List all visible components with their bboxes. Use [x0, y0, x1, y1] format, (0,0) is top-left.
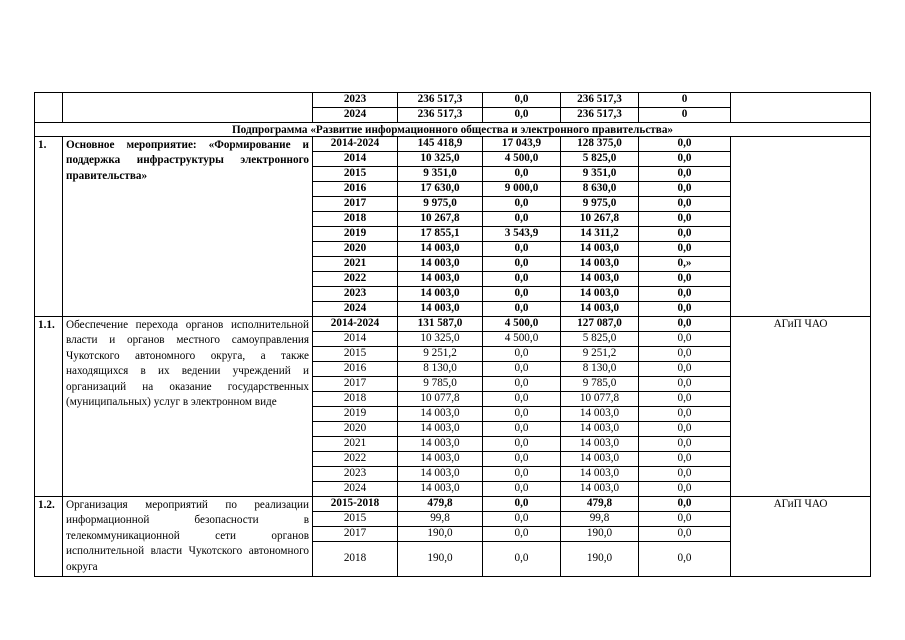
fed-budget-cell: 4 500,0 [483, 332, 561, 347]
fed-budget-cell: 3 543,9 [483, 227, 561, 242]
district-budget-cell: 236 517,3 [561, 93, 639, 108]
year-cell: 2024 [313, 302, 398, 317]
total-cell: 10 325,0 [398, 152, 483, 167]
year-cell: 2015 [313, 347, 398, 362]
district-budget-cell: 14 003,0 [561, 482, 639, 497]
district-budget-cell: 14 003,0 [561, 302, 639, 317]
other-cell: 0,0 [639, 332, 731, 347]
district-budget-cell: 9 785,0 [561, 377, 639, 392]
total-cell: 236 517,3 [398, 108, 483, 123]
fed-budget-cell: 0,0 [483, 167, 561, 182]
total-cell: 14 003,0 [398, 437, 483, 452]
executor-cell [731, 93, 871, 123]
district-budget-cell: 8 130,0 [561, 362, 639, 377]
other-cell: 0,0 [639, 422, 731, 437]
other-cell: 0,0 [639, 347, 731, 362]
other-cell: 0,0 [639, 527, 731, 542]
total-cell: 14 003,0 [398, 302, 483, 317]
year-cell: 2018 [313, 392, 398, 407]
district-budget-cell: 10 267,8 [561, 212, 639, 227]
other-cell: 0,0 [639, 437, 731, 452]
fed-budget-cell: 0,0 [483, 93, 561, 108]
event-name-cell [63, 93, 313, 123]
year-cell: 2024 [313, 482, 398, 497]
other-cell: 0,0 [639, 512, 731, 527]
event-name-cell [63, 497, 313, 577]
total-cell: 17 630,0 [398, 182, 483, 197]
total-cell: 145 418,9 [398, 137, 483, 152]
executor-cell: АГиП ЧАО [731, 497, 871, 577]
total-cell: 9 351,0 [398, 167, 483, 182]
total-cell: 190,0 [398, 527, 483, 542]
total-cell: 14 003,0 [398, 482, 483, 497]
year-cell: 2023 [313, 93, 398, 108]
total-cell: 9 785,0 [398, 377, 483, 392]
fed-budget-cell: 4 500,0 [483, 317, 561, 332]
fed-budget-cell: 0,0 [483, 542, 561, 577]
subprogram-title: Подпрограмма «Развитие информационного общества и электронного правительства» [35, 123, 871, 137]
district-budget-cell: 128 375,0 [561, 137, 639, 152]
year-cell: 2017 [313, 197, 398, 212]
year-cell: 2022 [313, 272, 398, 287]
fed-budget-cell: 0,0 [483, 108, 561, 123]
fed-budget-cell: 0,0 [483, 272, 561, 287]
district-budget-cell: 14 003,0 [561, 272, 639, 287]
district-budget-cell: 190,0 [561, 527, 639, 542]
fed-budget-cell: 0,0 [483, 497, 561, 512]
subprogram-row [35, 123, 871, 137]
document-page [34, 92, 871, 577]
other-cell: 0,0 [639, 197, 731, 212]
fed-budget-cell: 0,0 [483, 467, 561, 482]
district-budget-cell: 14 003,0 [561, 422, 639, 437]
total-cell: 10 077,8 [398, 392, 483, 407]
year-cell: 2017 [313, 527, 398, 542]
district-budget-cell: 14 003,0 [561, 452, 639, 467]
district-budget-cell: 5 825,0 [561, 332, 639, 347]
fed-budget-cell: 0,0 [483, 287, 561, 302]
year-cell: 2014 [313, 152, 398, 167]
total-cell: 8 130,0 [398, 362, 483, 377]
fed-budget-cell: 0,0 [483, 482, 561, 497]
other-cell: 0 [639, 93, 731, 108]
year-cell: 2014 [313, 332, 398, 347]
other-cell: 0,0 [639, 407, 731, 422]
year-cell: 2019 [313, 407, 398, 422]
fed-budget-cell: 0,0 [483, 407, 561, 422]
other-cell: 0,0 [639, 542, 731, 577]
event-name-text: Обеспечение перехода органов исполнительной власти и органов местного самоуправления Чукотского автономного округа, а также находящихся в их ведении учреждений и организаций на оказание государственных (муниципальных) услуг в электронном виде [66, 319, 309, 409]
other-cell: 0 [639, 108, 731, 123]
year-cell: 2022 [313, 452, 398, 467]
district-budget-cell: 14 311,2 [561, 227, 639, 242]
other-cell: 0,0 [639, 362, 731, 377]
fed-budget-cell: 17 043,9 [483, 137, 561, 152]
total-cell: 17 855,1 [398, 227, 483, 242]
fed-budget-cell: 0,0 [483, 362, 561, 377]
district-budget-cell: 5 825,0 [561, 152, 639, 167]
other-cell: 0,0 [639, 272, 731, 287]
other-cell: 0,0 [639, 167, 731, 182]
total-cell: 236 517,3 [398, 93, 483, 108]
row-number-cell [35, 93, 63, 123]
total-cell: 10 325,0 [398, 332, 483, 347]
year-cell: 2018 [313, 212, 398, 227]
fed-budget-cell: 9 000,0 [483, 182, 561, 197]
district-budget-cell: 99,8 [561, 512, 639, 527]
year-cell: 2021 [313, 257, 398, 272]
total-cell: 190,0 [398, 542, 483, 577]
year-cell: 2021 [313, 437, 398, 452]
district-budget-cell: 14 003,0 [561, 257, 639, 272]
executor-cell: АГиП ЧАО [731, 317, 871, 497]
year-cell: 2023 [313, 287, 398, 302]
total-cell: 131 587,0 [398, 317, 483, 332]
total-cell: 14 003,0 [398, 407, 483, 422]
year-cell: 2014-2024 [313, 137, 398, 152]
row-number-cell: 1.1. [35, 317, 63, 497]
year-cell: 2020 [313, 422, 398, 437]
district-budget-cell: 9 351,0 [561, 167, 639, 182]
fed-budget-cell: 0,0 [483, 437, 561, 452]
other-cell: 0,0 [639, 317, 731, 332]
table-row [35, 317, 871, 332]
year-cell: 2023 [313, 467, 398, 482]
fed-budget-cell: 0,0 [483, 347, 561, 362]
fed-budget-cell: 0,0 [483, 257, 561, 272]
other-cell: 0,0 [639, 302, 731, 317]
total-cell: 14 003,0 [398, 257, 483, 272]
other-cell: 0,0 [639, 137, 731, 152]
event-name-cell [63, 317, 313, 497]
other-cell: 0,0 [639, 152, 731, 167]
row-number-cell: 1.2. [35, 497, 63, 577]
total-cell: 14 003,0 [398, 452, 483, 467]
year-cell: 2020 [313, 242, 398, 257]
district-budget-cell: 14 003,0 [561, 437, 639, 452]
fed-budget-cell: 0,0 [483, 212, 561, 227]
other-cell: 0,0 [639, 242, 731, 257]
total-cell: 14 003,0 [398, 242, 483, 257]
district-budget-cell: 10 077,8 [561, 392, 639, 407]
event-name-cell [63, 137, 313, 317]
other-cell: 0,0 [639, 212, 731, 227]
year-cell: 2016 [313, 362, 398, 377]
executor-cell [731, 137, 871, 317]
year-cell: 2015 [313, 167, 398, 182]
district-budget-cell: 9 251,2 [561, 347, 639, 362]
other-cell: 0,0 [639, 392, 731, 407]
total-cell: 10 267,8 [398, 212, 483, 227]
year-cell: 2015-2018 [313, 497, 398, 512]
district-budget-cell: 236 517,3 [561, 108, 639, 123]
other-cell: 0,» [639, 257, 731, 272]
year-cell: 2014-2024 [313, 317, 398, 332]
district-budget-cell: 14 003,0 [561, 407, 639, 422]
other-cell: 0,0 [639, 227, 731, 242]
other-cell: 0,0 [639, 467, 731, 482]
fed-budget-cell: 0,0 [483, 302, 561, 317]
district-budget-cell: 127 087,0 [561, 317, 639, 332]
fed-budget-cell: 0,0 [483, 422, 561, 437]
other-cell: 0,0 [639, 452, 731, 467]
fed-budget-cell: 0,0 [483, 392, 561, 407]
other-cell: 0,0 [639, 182, 731, 197]
funding-table [34, 92, 871, 577]
total-cell: 479,8 [398, 497, 483, 512]
fed-budget-cell: 0,0 [483, 512, 561, 527]
fed-budget-cell: 4 500,0 [483, 152, 561, 167]
year-cell: 2015 [313, 512, 398, 527]
other-cell: 0,0 [639, 482, 731, 497]
district-budget-cell: 190,0 [561, 542, 639, 577]
total-cell: 14 003,0 [398, 272, 483, 287]
district-budget-cell: 8 630,0 [561, 182, 639, 197]
fed-budget-cell: 0,0 [483, 197, 561, 212]
fed-budget-cell: 0,0 [483, 452, 561, 467]
total-cell: 14 003,0 [398, 467, 483, 482]
other-cell: 0,0 [639, 377, 731, 392]
table-row [35, 93, 871, 108]
year-cell: 2018 [313, 542, 398, 577]
district-budget-cell: 9 975,0 [561, 197, 639, 212]
district-budget-cell: 14 003,0 [561, 467, 639, 482]
district-budget-cell: 14 003,0 [561, 242, 639, 257]
district-budget-cell: 14 003,0 [561, 287, 639, 302]
fed-budget-cell: 0,0 [483, 527, 561, 542]
total-cell: 99,8 [398, 512, 483, 527]
other-cell: 0,0 [639, 497, 731, 512]
row-number-cell: 1. [35, 137, 63, 317]
other-cell: 0,0 [639, 287, 731, 302]
event-name-text: Организация мероприятий по реализации информационной безопасности в телекоммуникационной сети органов исполнительной власти Чукотского автономного округа [66, 499, 309, 573]
district-budget-cell: 479,8 [561, 497, 639, 512]
total-cell: 9 975,0 [398, 197, 483, 212]
total-cell: 14 003,0 [398, 422, 483, 437]
year-cell: 2016 [313, 182, 398, 197]
fed-budget-cell: 0,0 [483, 377, 561, 392]
year-cell: 2017 [313, 377, 398, 392]
event-name-text: Основное мероприятие: «Формирование и поддержка инфраструктуры электронного правительства» [66, 139, 309, 182]
table-row [35, 137, 871, 152]
total-cell: 14 003,0 [398, 287, 483, 302]
table-row [35, 497, 871, 512]
total-cell: 9 251,2 [398, 347, 483, 362]
year-cell: 2019 [313, 227, 398, 242]
year-cell: 2024 [313, 108, 398, 123]
fed-budget-cell: 0,0 [483, 242, 561, 257]
